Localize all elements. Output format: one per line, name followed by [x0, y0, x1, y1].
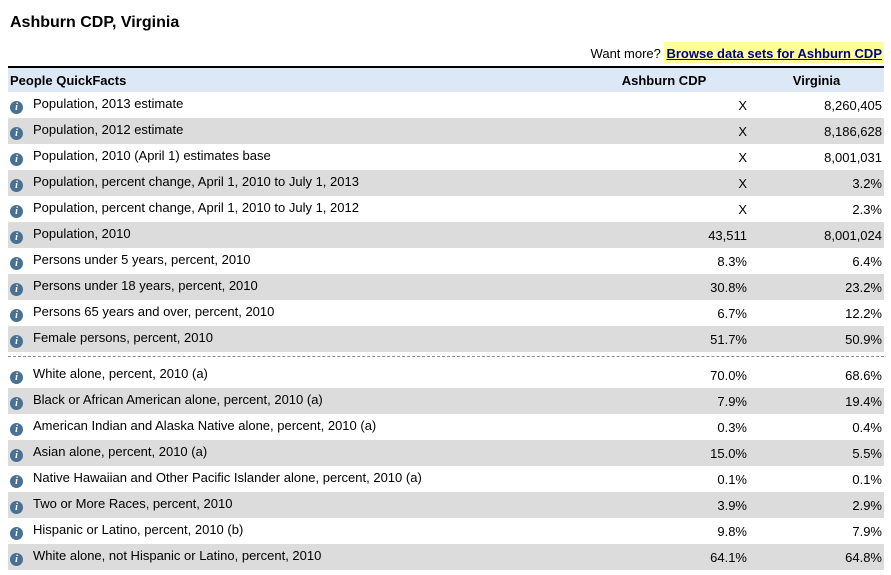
want-more-line [8, 46, 884, 62]
table-row [8, 144, 884, 170]
row-label: White alone, percent, 2010 (a) [33, 366, 208, 381]
info-icon[interactable]: i [10, 283, 23, 296]
virginia-value: 0.4% [852, 419, 882, 435]
ashburn-value: X [738, 149, 747, 165]
ashburn-value: 15.0% [710, 445, 747, 461]
virginia-value: 8,001,031 [824, 149, 882, 165]
row-label: Persons under 5 years, percent, 2010 [33, 252, 251, 267]
quickfacts-table [8, 66, 884, 570]
page-title: Ashburn CDP, Virginia [10, 14, 180, 31]
virginia-value: 2.3% [852, 201, 882, 217]
ashburn-value: 6.7% [717, 305, 747, 321]
info-icon[interactable]: i [10, 153, 23, 166]
virginia-value: 12.2% [845, 305, 882, 321]
ashburn-value: X [738, 175, 747, 191]
ashburn-value: 30.8% [710, 279, 747, 295]
table-row [8, 196, 884, 222]
info-icon[interactable]: i [10, 397, 23, 410]
quickfacts-page [0, 13, 891, 575]
virginia-value: 68.6% [845, 367, 882, 383]
table-row [8, 414, 884, 440]
virginia-value: 19.4% [845, 393, 882, 409]
info-icon[interactable]: i [10, 335, 23, 348]
virginia-value: 50.9% [845, 331, 882, 347]
header-ashburn-cdp: Ashburn CDP [579, 67, 749, 92]
row-label: Black or African American alone, percent, 2010 (a) [33, 392, 323, 407]
table-row [8, 300, 884, 326]
table-row [8, 326, 884, 352]
row-label: Population, 2012 estimate [33, 122, 184, 137]
row-label: Population, percent change, April 1, 2010 to July 1, 2012 [33, 200, 359, 215]
table-row [8, 118, 884, 144]
row-label: Persons under 18 years, percent, 2010 [33, 278, 258, 293]
ashburn-value: X [738, 201, 747, 217]
virginia-value: 23.2% [845, 279, 882, 295]
row-label: Population, 2010 [33, 226, 131, 241]
virginia-value: 6.4% [852, 253, 882, 269]
info-icon[interactable]: i [10, 423, 23, 436]
row-label: Population, 2010 (April 1) estimates base [33, 148, 271, 163]
virginia-value: 2.9% [852, 497, 882, 513]
ashburn-value: 3.9% [717, 497, 747, 513]
table-row [8, 248, 884, 274]
ashburn-value: 43,511 [708, 227, 747, 243]
table-row [8, 274, 884, 300]
table-row [8, 544, 884, 570]
row-label: Population, 2013 estimate [33, 96, 184, 111]
table-row [8, 170, 884, 196]
want-more-text: Want more? [590, 46, 665, 61]
row-label: Hispanic or Latino, percent, 2010 (b) [33, 522, 244, 537]
table-row [8, 92, 884, 118]
ashburn-value: 9.8% [717, 523, 747, 539]
info-icon[interactable]: i [10, 231, 23, 244]
ashburn-value: 51.7% [710, 331, 747, 347]
table-row [8, 388, 884, 414]
table-row [8, 466, 884, 492]
info-icon[interactable]: i [10, 205, 23, 218]
ashburn-value: 70.0% [710, 367, 747, 383]
info-icon[interactable]: i [10, 179, 23, 192]
table-row [8, 440, 884, 466]
info-icon[interactable]: i [10, 527, 23, 540]
info-icon[interactable]: i [10, 475, 23, 488]
table-header-row [8, 67, 884, 92]
ashburn-value: 0.1% [717, 471, 747, 487]
info-icon[interactable]: i [10, 101, 23, 114]
row-label: White alone, not Hispanic or Latino, percent, 2010 [33, 548, 322, 563]
ashburn-value: X [738, 123, 747, 139]
ashburn-value: 64.1% [710, 549, 747, 565]
section-divider [8, 356, 884, 357]
ashburn-value: 8.3% [717, 253, 747, 269]
browse-data-sets-link[interactable]: Browse data sets for Ashburn CDP [664, 42, 884, 63]
info-icon[interactable]: i [10, 501, 23, 514]
table-row [8, 492, 884, 518]
row-label: Population, percent change, April 1, 2010 to July 1, 2013 [33, 174, 359, 189]
info-icon[interactable]: i [10, 127, 23, 140]
virginia-value: 8,186,628 [824, 123, 882, 139]
table-row [8, 518, 884, 544]
section-divider-row [8, 352, 884, 362]
virginia-value: 8,001,024 [824, 227, 882, 243]
info-icon[interactable]: i [10, 257, 23, 270]
virginia-value: 0.1% [852, 471, 882, 487]
virginia-value: 7.9% [852, 523, 882, 539]
info-icon[interactable]: i [10, 309, 23, 322]
table-row [8, 222, 884, 248]
header-virginia: Virginia [749, 67, 884, 92]
info-icon[interactable]: i [10, 449, 23, 462]
ashburn-value: X [738, 97, 747, 113]
ashburn-value: 0.3% [717, 419, 747, 435]
virginia-value: 5.5% [852, 445, 882, 461]
header-people-quickfacts: People QuickFacts [8, 67, 579, 92]
row-label: Two or More Races, percent, 2010 [33, 496, 233, 511]
virginia-value: 8,260,405 [824, 97, 882, 113]
info-icon[interactable]: i [10, 371, 23, 384]
row-label: American Indian and Alaska Native alone, percent, 2010 (a) [33, 418, 377, 433]
row-label: Asian alone, percent, 2010 (a) [33, 444, 208, 459]
virginia-value: 64.8% [845, 549, 882, 565]
row-label: Female persons, percent, 2010 [33, 330, 213, 345]
ashburn-value: 7.9% [717, 393, 747, 409]
row-label: Persons 65 years and over, percent, 2010 [33, 304, 275, 319]
table-row [8, 362, 884, 388]
virginia-value: 3.2% [852, 175, 882, 191]
info-icon[interactable]: i [10, 553, 23, 566]
row-label: Native Hawaiian and Other Pacific Islander alone, percent, 2010 (a) [33, 470, 422, 485]
